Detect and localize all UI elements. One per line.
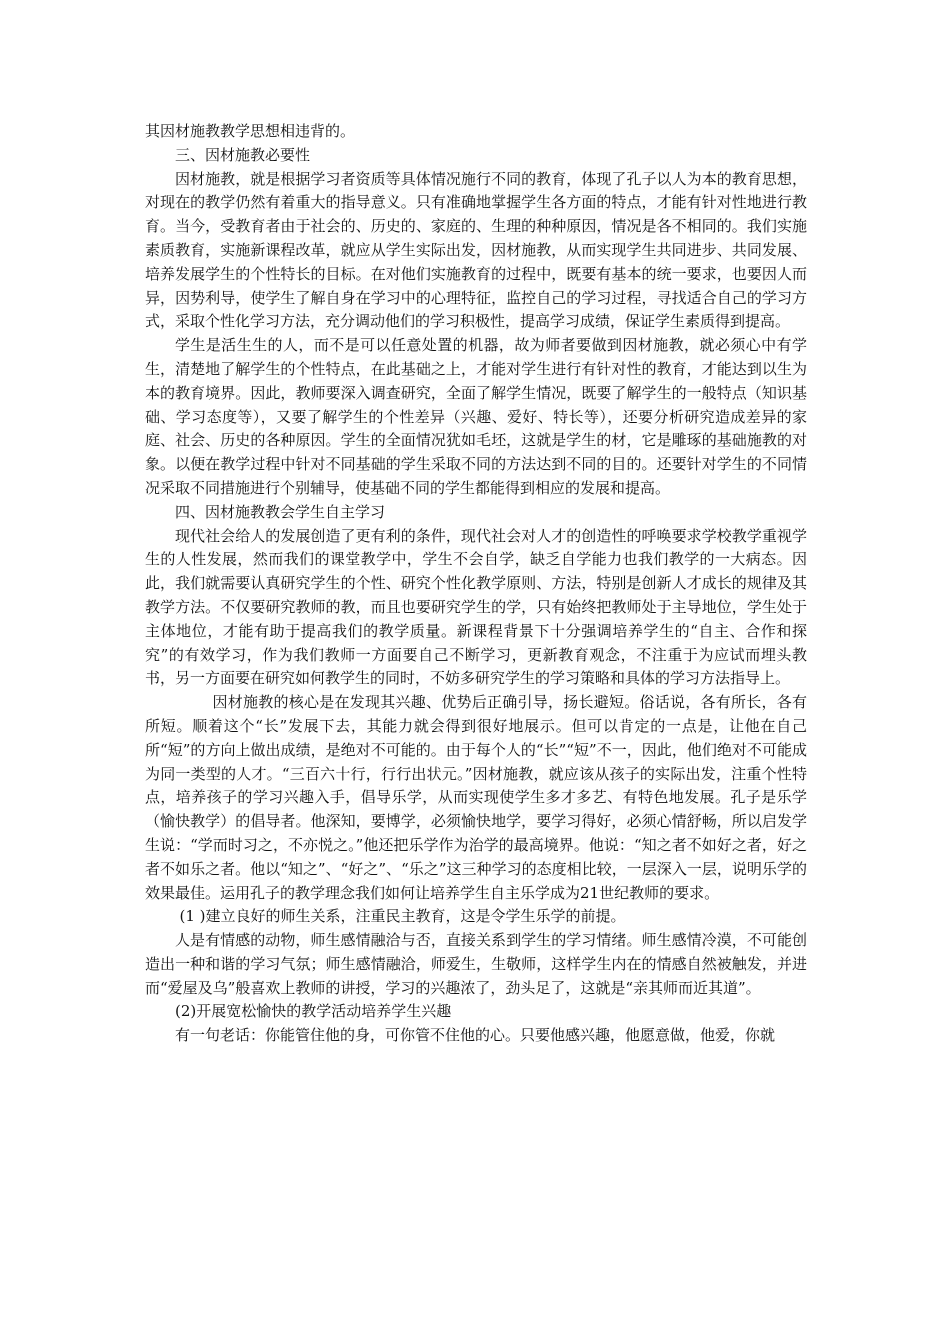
subheading-1: (1 )建立良好的师生关系，注重民主教育，这是令学生乐学的前提。 [179,907,626,926]
paragraph: 有一句老话：你能管住他的身，可你管不住他的心。只要他感兴趣，他愿意做，他爱，你就 [175,1026,776,1045]
paragraph: 因材施教的核心是在发现其兴趣、优势后正确引导，扬长避短。俗话说，各有所长，各有所短。顺着这个“长”发展下去，其能力就会得到很好地展示。但可以肯定的一点是，让他在自己所“短”的方向上做出成绩，是绝对不可能的。由于每个人的“长”“短”不一，因此，他们绝对不可能成为同一类型的人才。“三百六十行，行行出状元。”因材施教，就应该从孩子的实际出发，注重个性特点，培养孩子的学习兴趣入手，倡导乐学，从而实现使学生多才多艺、有特色地发展。孔子是乐学（愉快教学）的倡导者。他深知，要博学，必须愉快地学，要学习得好，必须心情舒畅，所以启发学生说：“学而时习之，不亦悦之。”他还把乐学作为治学的最高境界。他说：“知之者不如好之者，好之者不如乐之者。他以“知之”、“好之”、“乐之”这三种学习的态度相比较，一层深入一层，说明乐学的效果最佳。运用孔子的教学理念我们如何让培养学生自主乐学成为21世纪教师的要求。 [145,693,807,902]
section-heading-necessity: 三、因材施教必要性 [175,145,311,164]
document-page [145,120,807,1048]
paragraph: 现代社会给人的发展创造了更有利的条件，现代社会对人才的创造性的呼唤要求学校教学重视学生的人性发展，然而我们的课堂教学中，学生不会自学，缺乏自学能力也我们教学的一大病态。因此，我们就需要认真研究学生的个性、研究个性化教学原则、方法，特别是创新人才成长的规律及其教学方法。不仅要研究教师的教，而且也要研究学生的学，只有始终把教师处于主导地位，学生处于主体地位，才能有助于提高我们的教学质量。新课程背景下十分强调培养学生的“自主、合作和探究”的有效学习，作为我们教师一方面要自己不断学习，更新教育观念，不注重于为应试而埋头教书，另一方面要在研究如何教学生的同时，不妨多研究学生的学习策略和具体的学习方法指导上。 [145,526,807,688]
paragraph: 因材施教，就是根据学习者资质等具体情况施行不同的教育，体现了孔子以人为本的教育思想，对现在的教学仍然有着重大的指导意义。只有准确地掌握学生各方面的特点，才能有针对性地进行教育。当今，受教育者由于社会的、历史的、家庭的、生理的种种原因，情况是各不相同的。我们实施素质教育，实施新课程改革，就应从学生实际出发，因材施教，从而实现学生共同进步、共同发展、培养发展学生的个性特长的目标。在对他们实施教育的过程中，既要有基本的统一要求，也要因人而异，因势利导，使学生了解自身在学习中的心理特征，监控自己的学习过程，寻找适合自己的学习方式，采取个性化学习方法，充分调动他们的学习积极性，提高学习成绩，保证学生素质得到提高。 [145,169,807,331]
paragraph: 人是有情感的动物，师生感情融洽与否，直接关系到学生的学习情绪。师生感情冷漠，不可能创造出一种和谐的学习气氛；师生感情融洽，师爱生，生敬师，这样学生内在的情感自然被触发，并进而“爱屋及乌”般喜欢上教师的讲授，学习的兴趣浓了，劲头足了，这就是“亲其师而近其道”。 [145,931,807,997]
paragraph-continuation: 其因材施教教学思想相违背的。 [145,122,356,140]
section-heading-autonomous-learning: 四、因材施教教会学生自主学习 [175,502,386,521]
paragraph: 学生是活生生的人，而不是可以任意处置的机器，故为师者要做到因材施教，就必须心中有学生，清楚地了解学生的个性特点，在此基础之上，才能对学生进行有针对性的教育，才能达到以生为本的教育境界。因此，教师要深入调查研究，全面了解学生情况，既要了解学生的一般特点（知识基础、学习态度等），又要了解学生的个性差异（兴趣、爱好、特长等），还要分析研究造成差异的家庭、社会、历史的各种原因。学生的全面情况犹如毛坯，这就是学生的材，它是雕琢的基础施教的对象。以便在教学过程中针对不同基础的学生采取不同的方法达到不同的目的。还要针对学生的不同情况采取不同措施进行个别辅导，使基础不同的学生都能得到相应的发展和提高。 [145,336,807,497]
subheading-2: (2)开展宽松愉快的教学活动培养学生兴趣 [175,1002,452,1021]
